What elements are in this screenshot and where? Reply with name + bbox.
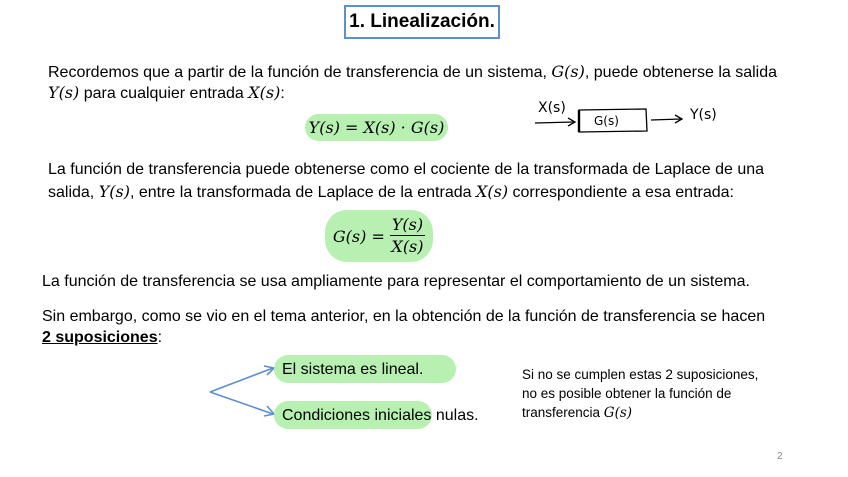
symbol-y-s: Y(s): [98, 182, 130, 201]
assumptions-emphasis: 2 suposiciones: [42, 329, 158, 346]
definition-text: salida,: [48, 184, 99, 201]
intro-text: Recordemos que a partir de la función de transferencia de un sistema,: [48, 64, 552, 81]
fraction: [390, 216, 425, 257]
assumption-item-1: El sistema es lineal.: [282, 361, 424, 378]
symbol-x-s: X(s): [248, 83, 281, 102]
fraction-denominator: X(s): [391, 236, 424, 256]
intro-text: :: [280, 85, 285, 102]
intro-line-2: [48, 82, 285, 104]
diagram-block-label: G(s): [594, 114, 619, 128]
diagram-output-label: Y(s): [690, 107, 717, 123]
intro-text: , puede obtenerse la salida: [584, 64, 778, 81]
usage-text: La función de transferencia se usa ampliamente para representar el comportamiento de un sistema.: [42, 273, 750, 290]
note-line-2: no es posible obtener la función de: [522, 386, 732, 401]
page-title: 1. Linealización.: [344, 5, 500, 39]
note-line-3: [522, 403, 632, 423]
arrow-to-assumption-2: [210, 392, 273, 414]
branch-arrows: [205, 360, 285, 422]
definition-text: correspondiente a esa entrada:: [508, 184, 734, 201]
intro-line-1: [48, 61, 777, 83]
symbol-g-s: G(s): [551, 62, 585, 81]
diagram-input-label: X(s): [538, 100, 566, 116]
note-line-1: Si no se cumplen estas 2 suposiciones,: [522, 367, 759, 382]
definition-text: , entre la transformada de Laplace de la entrada: [129, 184, 476, 201]
intro-text: para cualquier entrada: [79, 85, 249, 102]
assumptions-intro-line-2: [42, 327, 162, 348]
definition-line-2: [48, 181, 734, 203]
arrow-to-assumption-1: [210, 368, 273, 392]
symbol-x-s: X(s): [475, 182, 509, 201]
equation-lhs: G(s) =: [332, 226, 385, 246]
equation-output: Y(s) = X(s) · G(s): [305, 114, 448, 141]
equation-transfer-function: [325, 210, 433, 262]
definition-line-1: La función de transferencia puede obtenerse como el cociente de la transformada de Laplace de una: [48, 161, 765, 178]
note-text: transferencia: [522, 405, 604, 420]
symbol-g-s: G(s): [603, 405, 633, 421]
assumptions-intro-line-1: Sin embargo, como se vio en el tema anterior, en la obtención de la función de transferencia se hacen: [42, 308, 766, 325]
page-number: 2: [777, 451, 783, 462]
output-arrow-line: [651, 119, 681, 120]
input-arrow-line: [535, 122, 574, 123]
symbol-y-s: Y(s): [48, 83, 80, 102]
fraction-numerator: Y(s): [391, 214, 424, 234]
assumption-item-2: Condiciones iniciales nulas.: [282, 407, 479, 424]
assumptions-colon: :: [157, 329, 163, 346]
